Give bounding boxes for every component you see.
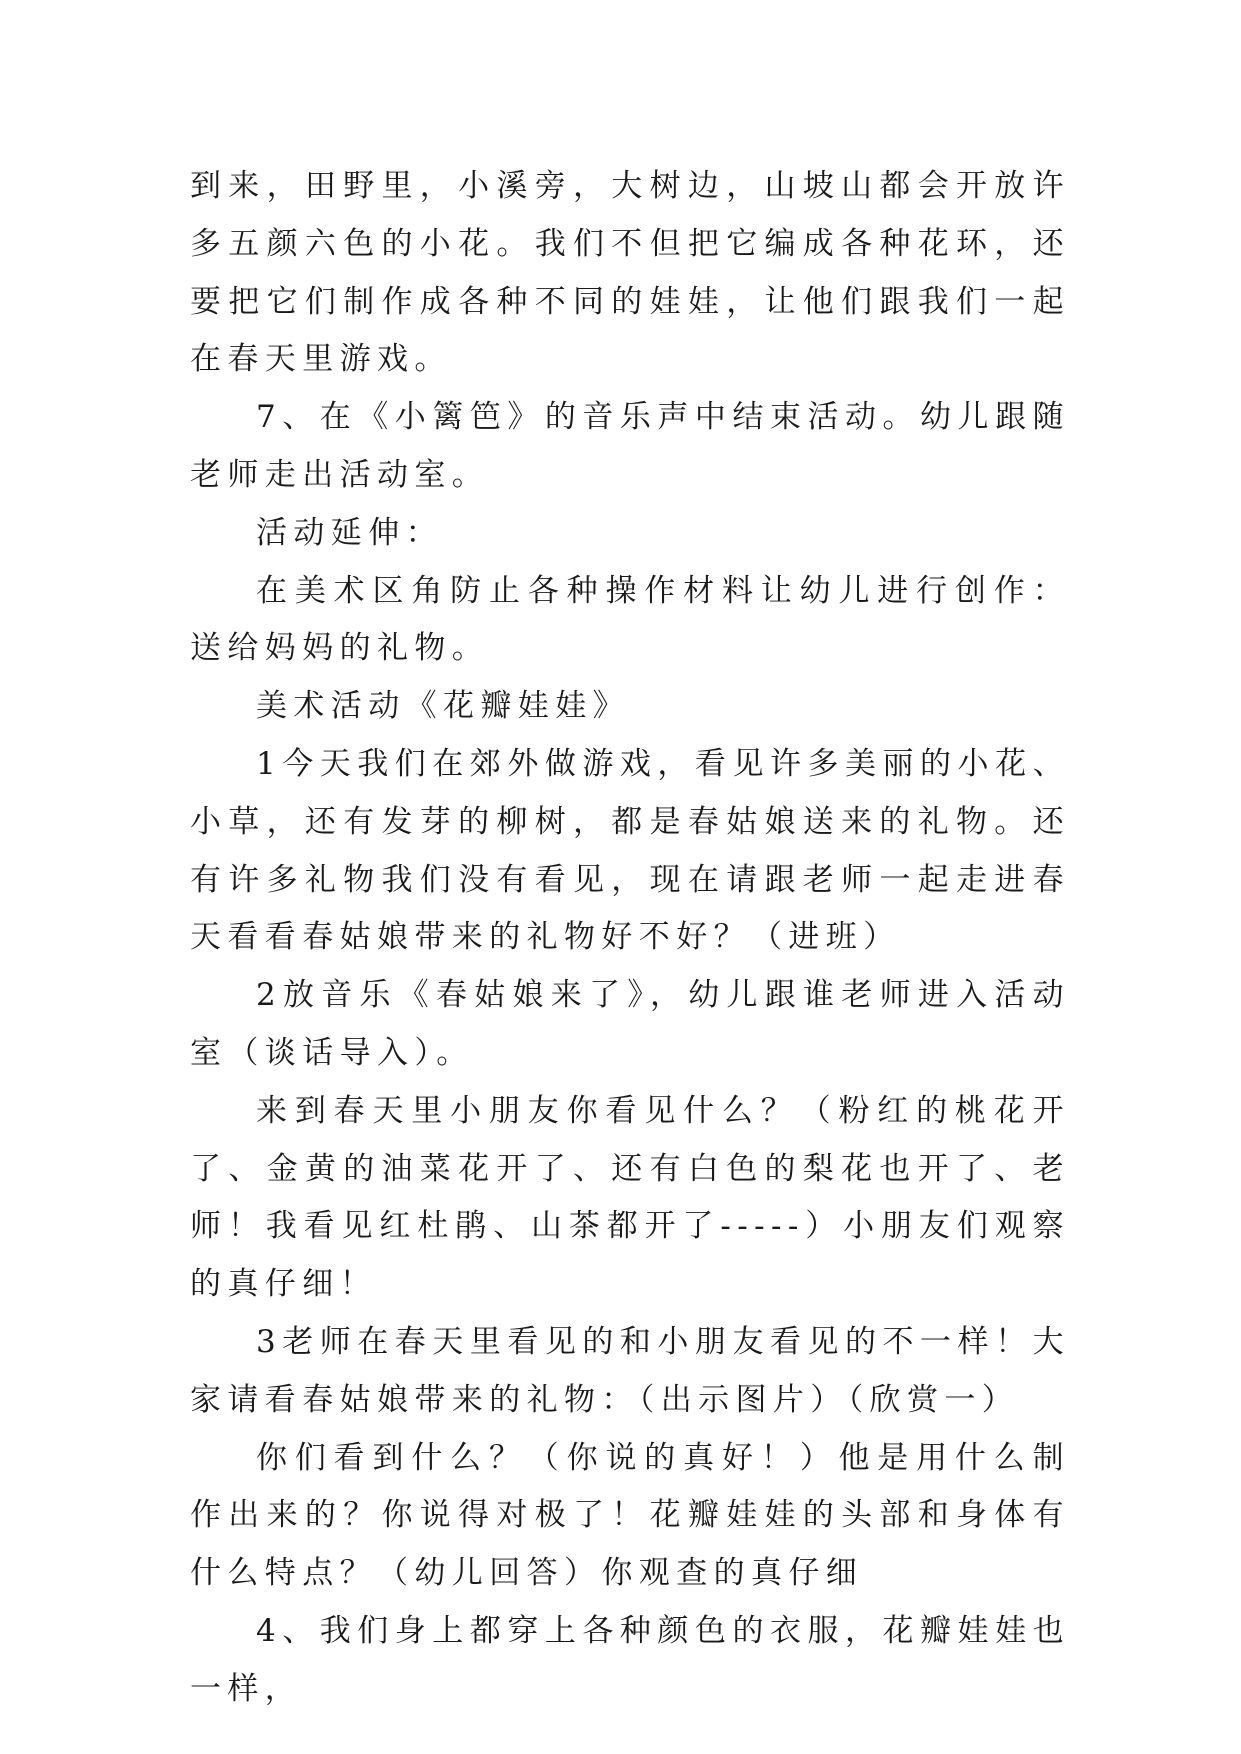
paragraph-extension-heading: 活动延伸： [256,514,443,551]
paragraph-step-7: 7、在《小篱笆》的音乐声中结束活动。幼儿跟随老师走出活动室。 [190,399,1070,493]
paragraph-observation: 你们看到什么？（你说的真好！）他是用什么制作出来的？你说得对极了！花瓣娃娃的头部和身体有什么特点？（幼儿回答）你观查的真仔细 [190,1439,1070,1592]
paragraph-step-1: 1今天我们在郊外做游戏，看见许多美丽的小花、小草，还有发芽的柳树，都是春姑娘送来的礼物。还有许多礼物我们没有看见，现在请跟老师一起走进春天看看春姑娘带来的礼物好不好？（进班） [190,745,1070,956]
paragraph-continuation: 到来，田野里，小溪旁，大树边，山坡山都会开放许多五颜六色的小花。我们不但把它编成各种花环，还要把它们制作成各种不同的娃娃，让他们跟我们一起在春天里游戏。 [190,168,1070,378]
paragraph-step-3: 3老师在春天里看见的和小朋友看见的不一样！大家请看春姑娘带来的礼物：（出示图片）（欣赏一） [190,1323,1070,1418]
paragraph-spring-question: 来到春天里小朋友你看见什么？（粉红的桃花开了、金黄的油菜花开了、还有白色的梨花也开了、老师！我看见红杜鹃、山茶都开了-----）小朋友们观察的真仔细！ [190,1092,1070,1303]
paragraph-step-4: 4、我们身上都穿上各种颜色的衣服，花瓣娃娃也一样， [190,1612,1070,1707]
paragraph-activity-title: 美术活动《花瓣娃娃》 [256,688,630,725]
paragraph-step-2: 2放音乐《春姑娘来了》，幼儿跟谁老师进入活动室（谈话导入）。 [190,977,1070,1071]
document-body [190,158,1070,1719]
paragraph-extension-content: 在美术区角防止各种操作材料让幼儿进行创作：送给妈妈的礼物。 [190,572,1070,667]
